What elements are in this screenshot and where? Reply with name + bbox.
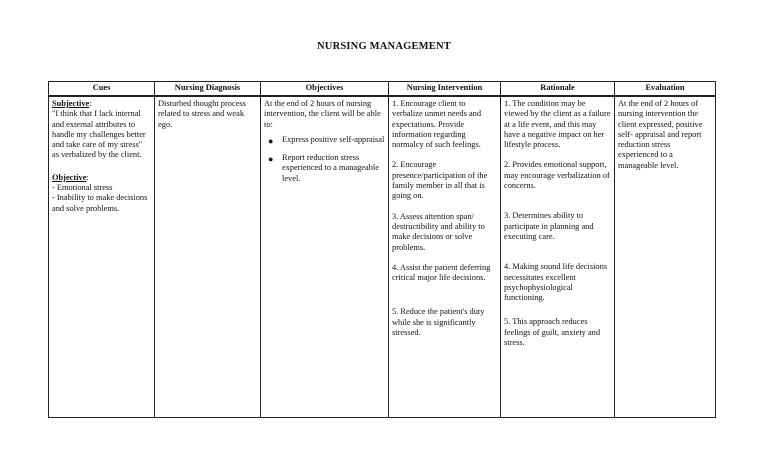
rationale-item: 1. The condition may be viewed by the client as a failure at a life event, and this may have a negative impact on her lifestyle process. xyxy=(504,99,611,150)
intervention-item: 3. Assess attention span/ destructibility and ability to make decisions or solve problems. xyxy=(392,211,485,252)
objective-item: - Emotional stress xyxy=(52,183,113,193)
header-objectives: Objectives xyxy=(261,82,389,97)
header-evaluation: Evaluation xyxy=(615,82,716,97)
subjective-text: "I think that I lack internal and external attributes to handle my challenges better and take care of my stress" as verbalized by the client. xyxy=(52,109,146,160)
table-row xyxy=(49,96,716,418)
header-nursing-diagnosis: Nursing Diagnosis xyxy=(155,82,261,97)
rationale-item: 5. This approach reduces feelings of guilt, anxiety and stress. xyxy=(504,317,601,348)
bullet-icon: ● xyxy=(268,154,274,165)
rationale-item: 2. Provides emotional support, may encourage verbalization of concerns. xyxy=(504,160,610,191)
objectives-cell xyxy=(261,96,389,418)
header-row xyxy=(49,82,716,97)
objectives-intro: At the end of 2 hours of nursing intervention, the client will be able to: xyxy=(264,99,381,129)
list-item xyxy=(264,153,385,184)
objective-item: - Inability to make decisions and solve problems. xyxy=(52,193,148,213)
objectives-list xyxy=(264,135,385,184)
spacer xyxy=(52,161,151,173)
intervention-item: 5. Reduce the patient's duty while she is significantly stressed. xyxy=(392,307,485,338)
intervention-cell xyxy=(389,96,501,418)
objective-label: Objective xyxy=(52,172,87,182)
bullet-icon: ● xyxy=(268,135,274,146)
intervention-item: 1. Encourage client to verbalize unmet needs and expectations. Provide information regarding normalcy of such feelings. xyxy=(392,99,482,150)
diagnosis-cell xyxy=(155,96,261,418)
page-title: NURSING MANAGEMENT xyxy=(317,41,451,52)
header-nursing-intervention: Nursing Intervention xyxy=(389,82,501,97)
evaluation-cell xyxy=(615,96,716,418)
list-item xyxy=(264,135,385,145)
objective-bullet-text: Report reduction stress experienced to a manageable level. xyxy=(282,153,379,183)
header-rationale: Rationale xyxy=(501,82,615,97)
cues-cell xyxy=(49,96,155,418)
diagnosis-text: Disturbed thought process related to stress and weak ego. xyxy=(158,99,246,129)
objective-bullet-text: Express positive self-appraisal xyxy=(282,134,385,144)
rationale-item: 3. Determines ability to participate in planning and executing care. xyxy=(504,211,594,241)
subjective-label: Subjective xyxy=(52,99,90,108)
intervention-item: 4. Assist the patient deferring critical major life decisions. xyxy=(392,262,491,283)
evaluation-text: At the end of 2 hours of nursing intervention the client expressed, positive self- appraisal and report reduction stress experienced to a manageable level. xyxy=(618,99,703,170)
rationale-cell xyxy=(501,96,615,418)
objective-colon: : xyxy=(86,172,89,182)
intervention-item: 2. Encourage presence/participation of the family member in all that is going on. xyxy=(392,160,488,201)
nursing-care-plan-table xyxy=(48,81,716,418)
rationale-item: 4. Making sound life decisions necessitates excellent psychophysiological functioning. xyxy=(504,262,608,303)
subjective-colon: : xyxy=(89,99,92,108)
header-cues: Cues xyxy=(49,82,155,97)
